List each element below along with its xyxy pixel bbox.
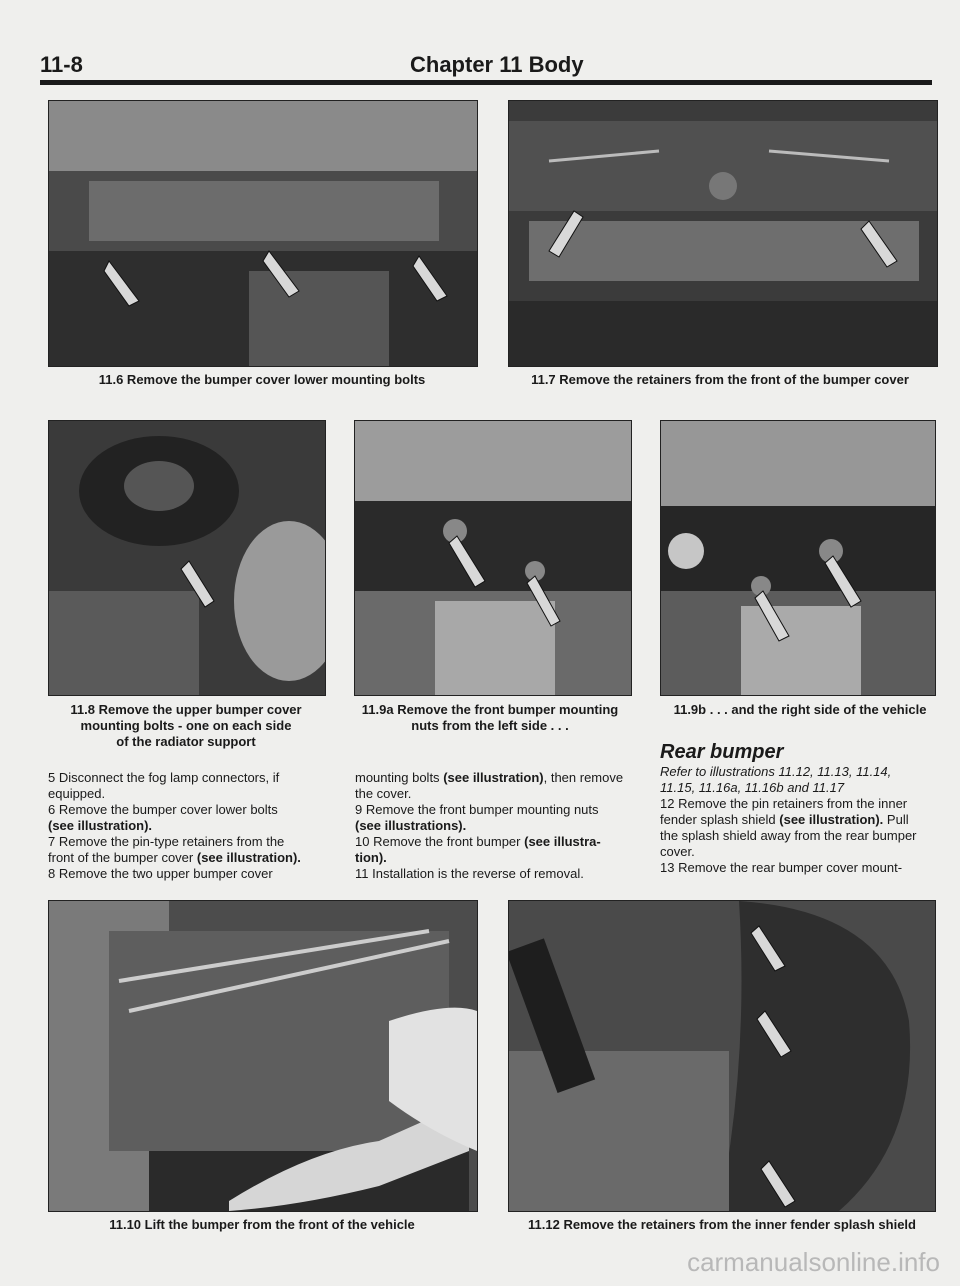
refer-line-2: 11.15, 11.16a, 11.16b and 11.17: [660, 780, 845, 795]
chapter-title: Chapter 11 Body: [410, 52, 584, 77]
photo-11-10: [48, 900, 478, 1212]
caption-11-7: 11.7 Remove the retainers from the front of the bumper cover: [531, 372, 909, 387]
photo-11-8: [48, 420, 326, 696]
step-12d: Pull: [886, 812, 909, 827]
step-13: 13 Remove the rear bumper cover mount-: [660, 860, 903, 875]
caption-11-9a-line2: nuts from the left side . . .: [411, 718, 569, 733]
step-10a: 10 Remove the front bumper: [355, 834, 521, 849]
step-10b: (see illustra-: [524, 834, 601, 849]
caption-11-9a: [340, 702, 640, 734]
text-column-3: [660, 740, 940, 876]
step-12a: 12 Remove the pin retainers from the inner: [660, 796, 908, 811]
caption-11-8: [48, 702, 324, 750]
caption-11-8-line3: of the radiator support: [116, 734, 256, 749]
caption-11-6: 11.6 Remove the bumper cover lower mounting bolts: [98, 372, 426, 387]
step-5b: equipped.: [48, 786, 106, 801]
cont-8b: (see illustration): [443, 770, 544, 785]
photo-11-12: [508, 900, 936, 1212]
step-7b: front of the bumper cover: [48, 850, 194, 865]
caption-11-9b: 11.9b . . . and the right side of the vehicle: [673, 702, 927, 717]
cont-8d: the cover.: [355, 786, 412, 801]
page-header: [40, 52, 932, 82]
photo-11-7: [508, 100, 938, 367]
header-rule: [40, 80, 932, 85]
step-6b: (see illustration).: [48, 818, 153, 833]
cont-8c: , then remove: [543, 770, 624, 785]
watermark: carmanualsonline.info: [687, 1247, 940, 1277]
caption-11-8-line2: mounting bolts - one on each side: [80, 718, 292, 733]
step-9b: (see illustrations).: [355, 818, 467, 833]
page-number: 11-8: [40, 52, 83, 77]
step-9: 9 Remove the front bumper mounting nuts: [355, 802, 599, 817]
step-11: 11 Installation is the reverse of removal.: [355, 866, 584, 881]
step-5a: 5 Disconnect the fog lamp connectors, if: [48, 770, 280, 785]
step-6a: 6 Remove the bumper cover lower bolts: [48, 802, 278, 817]
refer-line-1: Refer to illustrations 11.12, 11.13, 11.14,: [660, 764, 892, 779]
step-12b: fender splash shield: [660, 812, 776, 827]
step-8: 8 Remove the two upper bumper cover: [48, 866, 273, 881]
cont-8a: mounting bolts: [355, 770, 440, 785]
photo-11-9b: [660, 420, 936, 696]
caption-11-8-line1: 11.8 Remove the upper bumper cover: [70, 702, 302, 717]
heading-rear-bumper: Rear bumper: [660, 741, 784, 763]
step-12e: the splash shield away from the rear bumper: [660, 828, 917, 843]
step-7a: 7 Remove the pin-type retainers from the: [48, 834, 285, 849]
photo-11-9a: [354, 420, 632, 696]
photo-11-6: [48, 100, 478, 367]
caption-11-10: 11.10 Lift the bumper from the front of the vehicle: [109, 1217, 415, 1232]
caption-11-9a-line1: 11.9a Remove the front bumper mounting: [361, 702, 619, 717]
step-7c: (see illustration).: [196, 850, 301, 865]
caption-11-12: 11.12 Remove the retainers from the inner fender splash shield: [528, 1217, 916, 1232]
text-column-1: [48, 770, 328, 882]
step-12f: cover.: [660, 844, 695, 859]
text-column-2: [355, 770, 640, 882]
step-12c: (see illustration).: [779, 812, 884, 827]
step-10c: tion).: [355, 850, 387, 865]
